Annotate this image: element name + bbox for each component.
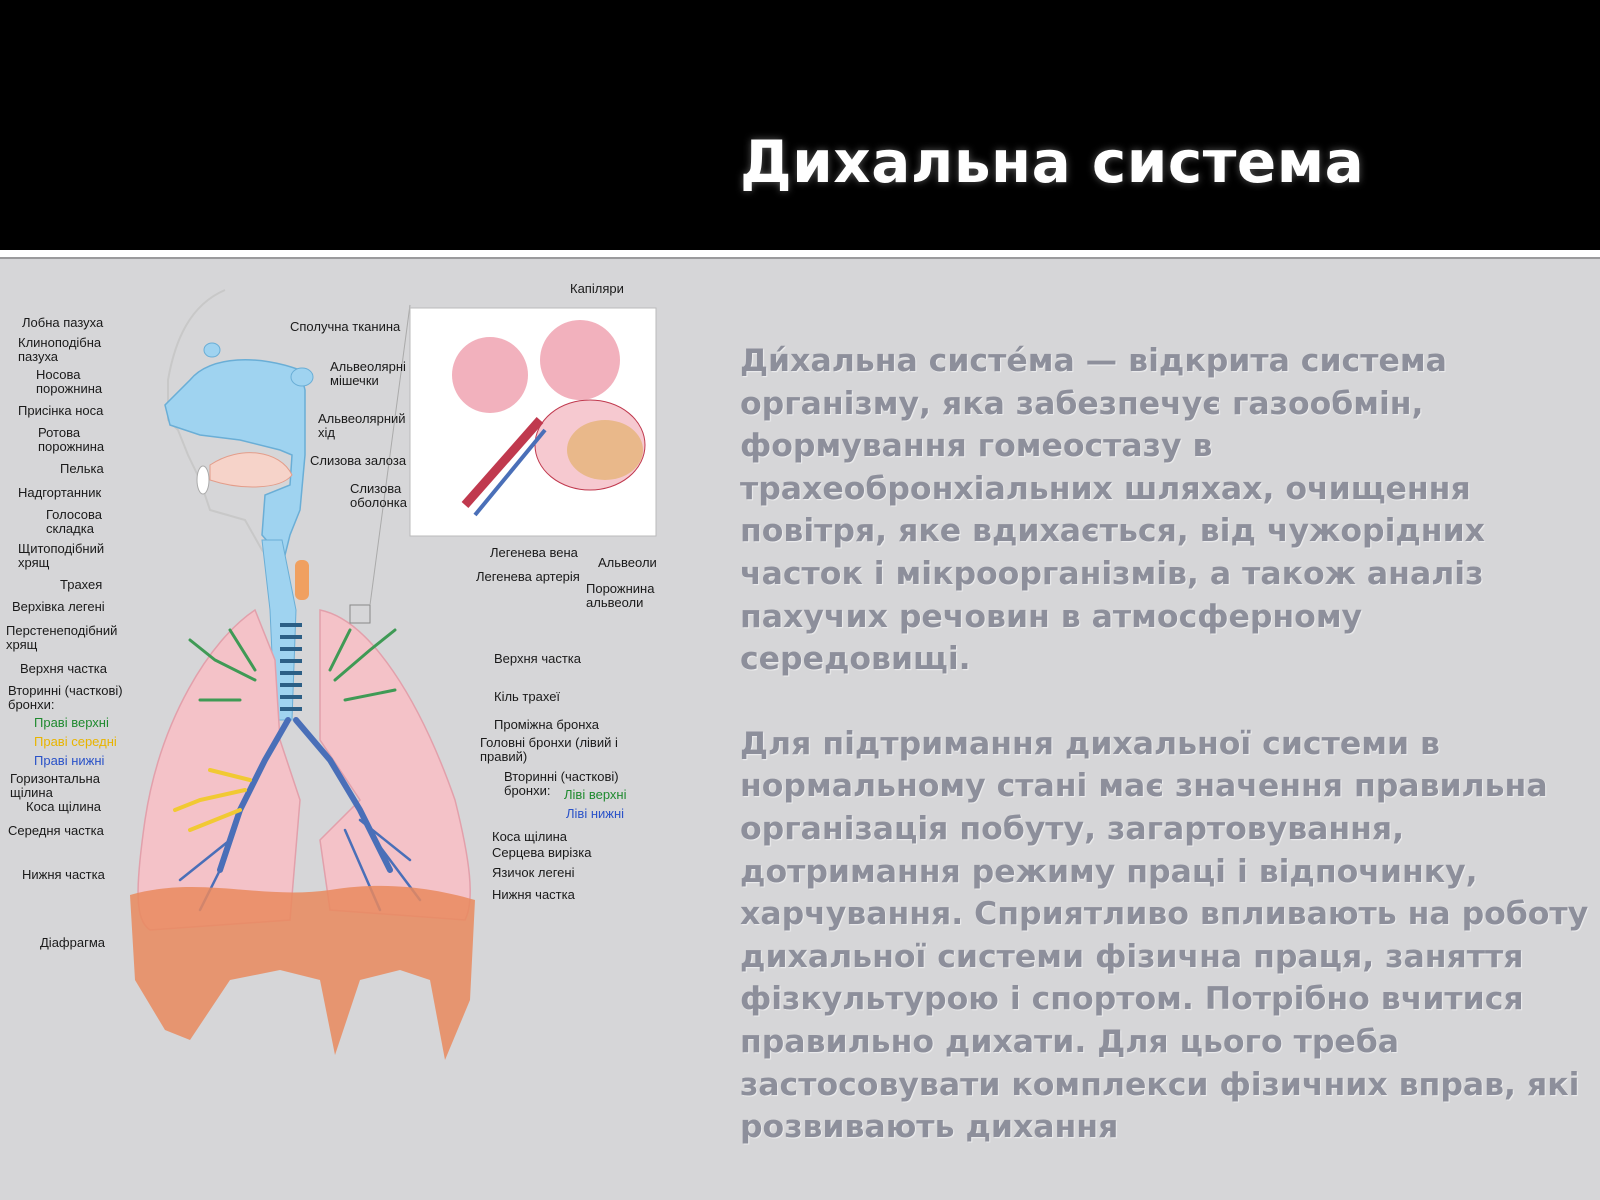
- label-alveolar-cavity: Порожнина альвеоли: [586, 581, 655, 610]
- label-pharynx: Пелька: [60, 461, 104, 476]
- sphenoid-sinus: [291, 368, 313, 386]
- label-epiglottis: Надгортанник: [18, 485, 102, 500]
- label-upper-lobe-left: Верхня частка: [494, 651, 581, 666]
- label-vocal-fold: Голосова складка: [46, 507, 102, 536]
- alveolus: [567, 420, 643, 480]
- label-main-bronchi: Головні бронхи (лівий і правий): [480, 735, 618, 764]
- label-alveolar-duct: Альвеолярний хід: [318, 411, 406, 440]
- label-carina: Кіль трахеї: [494, 689, 561, 704]
- title-divider: [0, 250, 1600, 257]
- label-thyroid-cartilage: Щитоподібний хрящ: [18, 541, 105, 570]
- respiratory-system-diagram: [0, 280, 680, 1100]
- label-right-middle-bronchi: Праві середні: [34, 734, 117, 749]
- title-divider-shadow: [0, 257, 1600, 259]
- label-mucous-gland: Слизова залоза: [310, 453, 407, 468]
- label-secondary-bronchi-left: Вторинні (часткові) бронхи:: [504, 769, 619, 798]
- title-bar: [0, 0, 1600, 250]
- label-secondary-bronchi-right: Вторинні (часткові) бронхи:: [8, 683, 123, 712]
- label-nasal-vestibule: Присінка носа: [18, 403, 104, 418]
- label-frontal-sinus: Лобна пазуха: [22, 315, 104, 330]
- thyroid-cartilage: [295, 560, 309, 600]
- label-lower-lobe-right: Нижня частка: [22, 867, 105, 882]
- frontal-sinus: [204, 343, 220, 357]
- left-lung: [320, 610, 470, 920]
- zoom-box: [350, 605, 370, 623]
- label-left-lower-bronchi: Ліві нижні: [566, 806, 625, 821]
- diaphragm: [130, 886, 475, 1060]
- label-cardiac-notch: Серцева вирізка: [492, 845, 592, 860]
- label-lingula: Язичок легені: [492, 865, 575, 880]
- slide-body: [740, 340, 1590, 1149]
- label-middle-lobe: Середня частка: [8, 823, 104, 838]
- label-alveoli: Альвеоли: [598, 555, 657, 570]
- alveolar-sacs-2: [540, 320, 620, 400]
- teeth: [197, 466, 209, 494]
- label-lung-apex: Верхівка легені: [12, 599, 105, 614]
- label-horizontal-fissure: Горизонтальна щілина: [10, 771, 100, 800]
- label-right-upper-bronchi: Праві верхні: [34, 715, 109, 730]
- oral-cavity: [210, 453, 292, 487]
- label-oblique-fissure-right: Коса щілина: [26, 799, 101, 814]
- paragraph-definition: Ди́хальна систе́ма — відкрита система організму, яка забезпечує газообмін, формування гомеостазу в трахеобронхіальних шляхах, очищення повітря, яке вдихається, від чужорідних часток і мікроорганізмів, а також аналіз пахучих речовин в атмосферному середовищі.: [740, 343, 1485, 678]
- label-oral-cavity: Ротова порожнина: [38, 425, 105, 454]
- label-diaphragm: Діафрагма: [40, 935, 105, 950]
- label-pulmonary-artery: Легенева артерія: [476, 569, 580, 584]
- label-cricoid-cartilage: Перстенеподібний хрящ: [6, 623, 118, 652]
- label-connective-tissue: Сполучна тканина: [290, 319, 401, 334]
- label-lower-lobe-left: Нижня частка: [492, 887, 575, 902]
- alveolar-sacs-1: [452, 337, 528, 413]
- label-intermediate-bronchus: Проміжна бронха: [494, 717, 600, 732]
- label-nasal-cavity: Носова порожнина: [36, 367, 103, 396]
- label-mucous-membrane: Слизова оболонка: [350, 481, 407, 510]
- label-oblique-fissure-left: Коса щілина: [492, 829, 567, 844]
- label-left-upper-bronchi: Ліві верхні: [564, 787, 627, 802]
- label-capillaries: Капіляри: [570, 281, 624, 296]
- label-alveolar-sacs: Альвеолярні мішечки: [330, 359, 406, 388]
- paragraph-maintenance: Для підтримання дихальної системи в нормальному стані має значення правильна організація побуту, загартовування, дотримання режиму праці і відпочинку, харчування. Сприятливо впливають на роботу дихальної системи фізична праця, заняття фізкультурою і спортом. Потрібно вчитися правильно дихати. Для цього треба застосовувати комплекси фізичних вправ, які розвивають дихання: [740, 725, 1589, 1146]
- slide-title: Дихальна система: [740, 128, 1365, 196]
- label-trachea: Трахея: [60, 577, 103, 592]
- label-upper-lobe-right: Верхня частка: [20, 661, 107, 676]
- label-sphenoid-sinus: Клиноподібна пазуха: [18, 335, 102, 364]
- label-pulmonary-vein: Легенева вена: [490, 545, 578, 560]
- label-right-lower-bronchi: Праві нижні: [34, 753, 105, 768]
